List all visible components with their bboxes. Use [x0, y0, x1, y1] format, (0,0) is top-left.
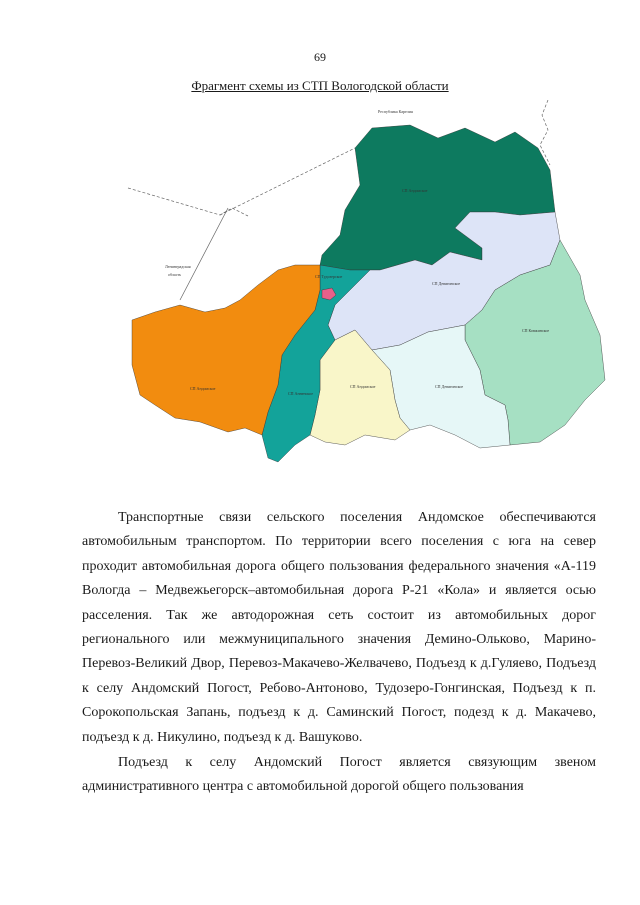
label-south-east-region: СП Девятинское: [435, 384, 464, 389]
label-middle-region: СП Анненское: [288, 391, 313, 396]
border-line-north: [220, 148, 355, 215]
settlement-scheme-map: [110, 100, 610, 470]
label-tudozero: СП Тудозерское: [315, 274, 343, 279]
paragraph-transport: Транспортные связи сельского поселения Андомское обеспечиваются автомобильным транспортом. По территории всего поселения с юга на север проходит автомобильная дорога общего пользования федерального значения «А-119 Вологда – Медвежьегорск–автомобильная дорога Р-21 «Кола» и является осью расселения. Так же автодорожная сеть состоит из автомобильных дорог регионального или межмуниципального значения Демино-Ольково, Марино-Перевоз-Великий Двор, Перевоз-Макачево-Желвачево, Подъезд к д.Гуляево, Подъезд к селу Андомский Погост, Ребово-Антоново, Тудозеро-Гонгинская, Подъезд к п. Сорокопольская Запань, подъезд к д. Саминский Погост, подезд к д. Макачево, подъезд к д. Никулино, подъезд к д. Вашуково.: [82, 510, 596, 745]
label-center-region: СП Девятинское: [432, 281, 461, 286]
label-north-region: СП Андомское: [402, 188, 428, 193]
map-title: Фрагмент схемы из СТП Вологодской области: [191, 78, 449, 93]
label-south-center-region: СП Андомское: [350, 384, 376, 389]
page-number: 69: [314, 50, 326, 64]
border-line-west: [128, 188, 248, 216]
label-leningrad-2: область: [168, 272, 182, 277]
label-west-region: СП Андомское: [190, 386, 216, 391]
paragraph-access-road: Подъезд к селу Андомский Погост является связующим звеном административного центра с автомобильной дорогой общего пользования: [82, 755, 596, 795]
border-line-karelia: [180, 208, 228, 300]
label-karelia: Республика Карелия: [378, 109, 413, 114]
label-east-region: СП Ковжинское: [522, 328, 550, 333]
label-leningrad-1: Ленинградская: [165, 264, 191, 269]
